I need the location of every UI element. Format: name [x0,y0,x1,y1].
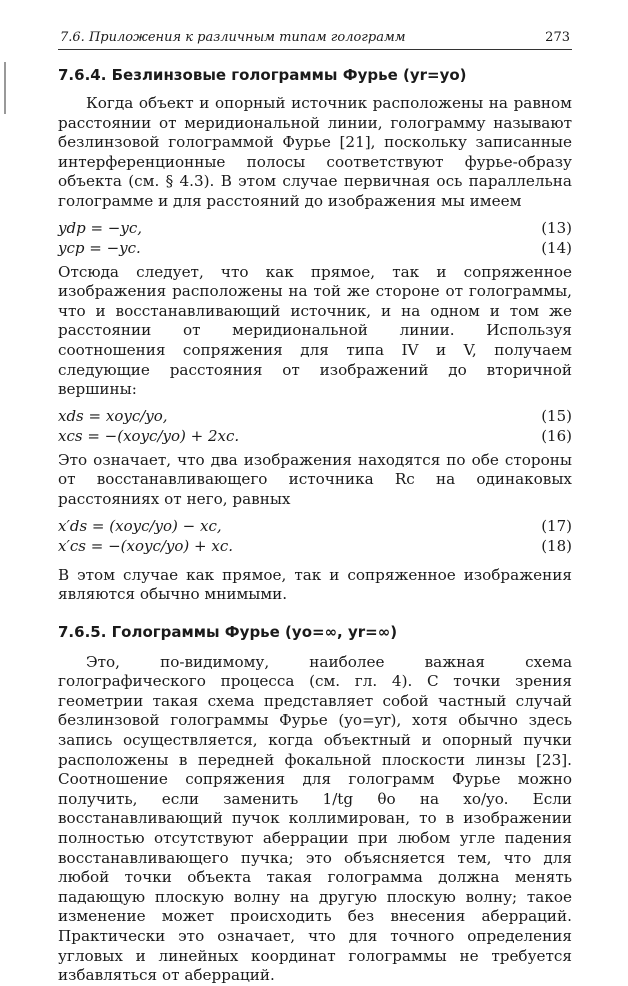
equation-formula: xds = xoyc/yo, [58,406,168,425]
page-number: 273 [545,30,570,45]
paragraph: Когда объект и опорный источник расположены на равном расстоянии от меридиональной линии, голограмму называют безлинзовой голограммой Фурье [21], поскольку записанные интерференционные полосы соответствуют фурье-образу объекта (см. § 4.3). В этом случае первичная ось параллельна голограмме и для расстояний до изображения мы имеем [58,94,572,210]
equation-number: (13) [541,218,572,237]
paragraph: Отсюда следует, что как прямое, так и сопряженное изображения расположены на той же стороне от голограммы, что и восстанавливающий источник, и на одном и том же расстоянии от меридиональной линии. Используя соотношения сопряжения для типа IV и V, получаем следующие расстояния от изображений до вторичной вершины: [58,262,572,399]
equation-17 [58,516,572,536]
paragraph: В этом случае как прямое, так и сопряженное изображения являются обычно мнимыми. [58,565,572,604]
equation-formula: ycp = −yc. [58,238,141,257]
equation-formula: xcs = −(xoyc/yo) + 2xc. [58,426,240,445]
section-heading-7-6-5: 7.6.5. Голограммы Фурье (yo=∞, yr=∞) [58,622,398,641]
margin-scan-mark [4,62,6,114]
equation-14 [58,238,572,258]
header-rule [58,49,572,50]
equation-formula: ydp = −yc, [58,218,142,237]
section-heading-7-6-4: 7.6.4. Безлинзовые голограммы Фурье (yr=yo) [58,66,467,84]
equation-15 [58,406,572,426]
equation-number: (17) [541,516,572,535]
paragraph: Это, по-видимому, наиболее важная схема голографического процесса (см. гл. 4). С точки зрения геометрии такая схема представляет собой частный случай безлинзовой голограммы Фурье (yo=yr), хотя обычно здесь запись осуществляется, когда объектный и опорный пучки расположены в передней фокальной плоскости линзы [23]. Соотношение сопряжения для голограмм Фурье можно получить, если заменить 1/tg θo на xo/yo. Если восстанавливающий пучок коллимирован, то в изображении полностью отсутствуют аберрации при любом угле падения восстанавливающего пучка; это объясняется тем, что для любой точки объекта такая голограмма должна менять падающую плоскую волну на другую плоскую волну; такое изменение может происходить без внесения аберраций. Практически это означает, что для точного определения угловых и линейных координат голограммы не требуется избавляться от аберраций. [58,652,572,985]
equation-number: (14) [541,238,572,257]
equation-number: (16) [541,426,572,445]
page-content [58,64,572,986]
equation-number: (18) [541,536,572,555]
equation-number: (15) [541,406,572,425]
paragraph: Это означает, что два изображения находятся по обе стороны от восстанавливающего источника Rc на одинаковых расстояниях от него, равных [58,450,572,508]
running-head [60,30,570,45]
equation-18 [58,536,572,556]
equation-13 [58,218,572,238]
equation-16 [58,426,572,446]
equation-formula: x′ds = (xoyc/yo) − xc, [58,516,222,535]
running-head-title: 7.6. Приложения к различным типам голограмм [60,30,406,45]
equation-formula: x′cs = −(xoyc/yo) + xc. [58,536,233,555]
